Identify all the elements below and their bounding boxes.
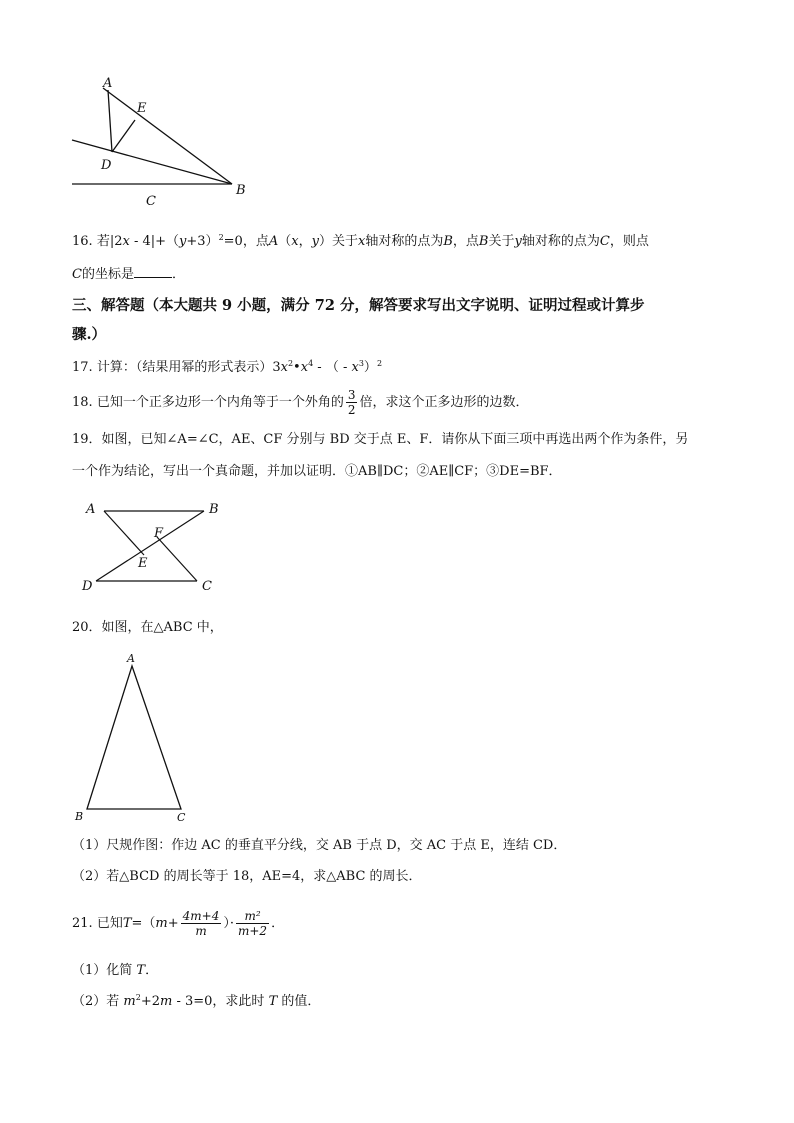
line-ray-b: [72, 140, 232, 184]
question-21-part-2: （2）若 $m^2+2m - 3=0$，求此时 T 的值．: [72, 993, 321, 1009]
label-a: A: [103, 76, 113, 91]
triangle-abc: [87, 666, 181, 809]
question-19-line2: 一个作为结论，写出一个真命题，并加以证明．①AB∥DC；②AE∥CF；③DE=BF．: [72, 464, 562, 479]
question-20-part-2: （2）若△BCD 的周长等于 18，AE=4，求△ABC 的周长．: [72, 869, 422, 884]
label-b: B: [209, 502, 219, 517]
label-a: A: [86, 502, 96, 517]
line-d-e: [112, 120, 135, 152]
label-b: B: [75, 810, 84, 823]
question-21: 21. 已知T=（m+ $\frac{4m+4}{m}$ ）· $\frac{\text{m²}}{m+2}$ ．: [72, 909, 285, 938]
label-d: D: [101, 158, 112, 173]
question-17: 17. 计算：（结果用幂的形式表示）$3x^2•x^4$ - （ - $x^3)^2$: [72, 359, 383, 375]
question-18: 18. 已知一个正多边形一个内角等于一个外角的 $\frac{3}{2}$ 倍，求这个正多边形的边数．: [72, 388, 529, 417]
question-20: 20．如图，在△ABC 中，: [72, 620, 223, 635]
fraction-4m-plus-4-over-m: $\frac{4m+4}{m}$: [182, 909, 220, 938]
question-19-line1: 19．如图，已知∠A=∠C，AE、CF 分别与 BD 交于点 E、F．请你从下面三项中再选出两个作为条件，另: [72, 432, 689, 447]
label-c: C: [202, 579, 212, 594]
question-21-part-1: （1）化简 T．: [72, 963, 159, 978]
line-a-b: [103, 88, 232, 184]
label-a: A: [127, 652, 135, 665]
figure-q20: [70, 648, 200, 828]
line-a-d: [108, 90, 112, 152]
label-e: E: [137, 101, 147, 116]
line-f-c: [157, 537, 197, 581]
fraction-m-squared-over-m-plus-2: $\frac{\text{m²}}{m+2}$: [238, 909, 268, 938]
answer-blank[interactable]: [134, 265, 172, 278]
fraction-three-halves: $\frac{3}{2}$: [347, 388, 356, 417]
question-20-part-1: （1）尺规作图：作边 AC 的垂直平分线，交 AB 于点 D，交 AC 于点 E，连结 CD．: [72, 838, 567, 853]
line-a-e: [104, 511, 144, 555]
label-c: C: [177, 811, 186, 824]
label-f: F: [154, 526, 164, 541]
label-b: B: [236, 183, 246, 198]
section-3-heading-line2: 骤.）: [72, 326, 107, 343]
question-16-line2: C的坐标是 ．: [72, 267, 185, 282]
label-c: C: [146, 194, 156, 209]
question-16-line1: 16. 若$|2x - 4|+(y+3)^2=0$，点A（x，y）关于x轴对称的点为B，点B关于y轴对称的点为C，则点: [72, 233, 649, 249]
label-d: D: [82, 579, 93, 594]
figure-q15: [66, 74, 266, 214]
section-3-heading-line1: 三、解答题（本大题共 9 小题，满分 72 分，解答要求写出文字说明、证明过程或计算步: [72, 297, 645, 314]
label-e: E: [138, 556, 148, 571]
figure-q19: [76, 498, 236, 598]
